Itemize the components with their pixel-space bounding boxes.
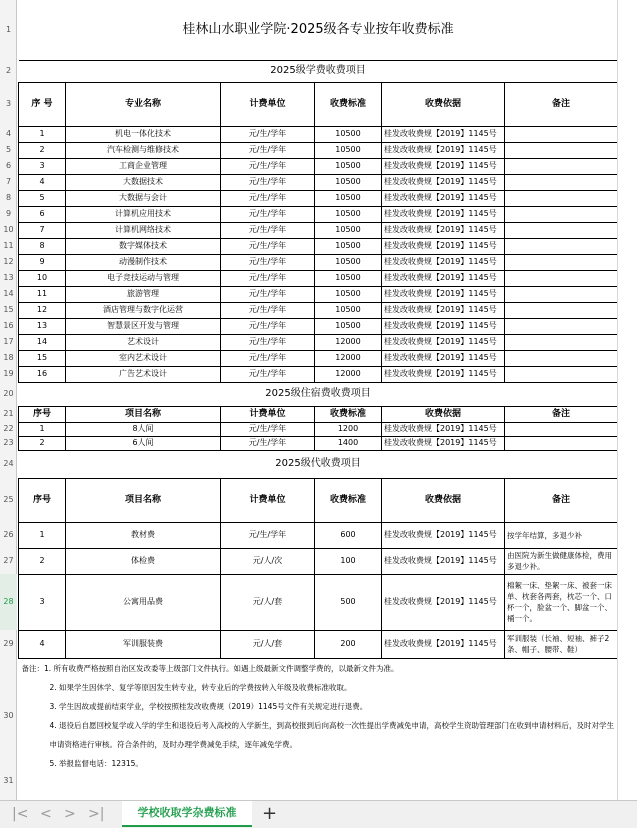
table-row bbox=[19, 190, 618, 206]
table-cell[interactable]: 1400 bbox=[315, 436, 382, 450]
table-cell[interactable]: 100 bbox=[315, 548, 382, 574]
table-cell[interactable] bbox=[505, 436, 618, 450]
table-cell[interactable]: 3 bbox=[19, 158, 66, 174]
table-cell[interactable] bbox=[505, 238, 618, 254]
table-row bbox=[19, 270, 618, 286]
table-cell[interactable]: 元/人/次 bbox=[221, 548, 315, 574]
notes-cell[interactable] bbox=[19, 658, 618, 773]
row-number[interactable]: 2 bbox=[5, 66, 12, 75]
table-cell[interactable]: 旅游管理 bbox=[66, 286, 221, 302]
table-row bbox=[19, 366, 618, 382]
row-number[interactable]: 16 bbox=[3, 321, 14, 330]
table-cell[interactable] bbox=[505, 366, 618, 382]
table-cell[interactable]: 12000 bbox=[315, 334, 382, 350]
table-cell[interactable]: 元/生/学年 bbox=[221, 174, 315, 190]
table-cell[interactable]: 按学年结算，多退少补 bbox=[505, 522, 618, 548]
table-cell[interactable] bbox=[505, 286, 618, 302]
note-line: 备注：1. 所有收费严格按照自治区发改委等上级部门文件执行。如遇上级最新文件调整学费的，以最新文件为准。 bbox=[21, 663, 399, 673]
table-row bbox=[19, 334, 618, 350]
next-sheet-icon[interactable]: > bbox=[64, 806, 76, 822]
table-row bbox=[19, 222, 618, 238]
table-cell[interactable]: 元/生/学年 bbox=[221, 158, 315, 174]
row-number[interactable]: 7 bbox=[5, 177, 12, 186]
row-number[interactable]: 1 bbox=[5, 25, 12, 34]
table-cell[interactable]: 12 bbox=[19, 302, 66, 318]
table-row bbox=[19, 630, 618, 658]
table-cell[interactable]: 桂发改收费规【2019】1145号 bbox=[382, 254, 505, 270]
table-row bbox=[19, 422, 618, 436]
table-cell[interactable]: 2 bbox=[19, 436, 66, 450]
table-row bbox=[19, 574, 618, 630]
row-number[interactable]: 23 bbox=[3, 438, 14, 447]
table-cell[interactable]: 棉絮一床、垫絮一床、被套一床单、枕套各两套，枕芯一个、口杯一个，脸盆一个、脚盆一个、桶一个。 bbox=[505, 574, 618, 630]
table-cell[interactable]: 13 bbox=[19, 318, 66, 334]
table-cell[interactable] bbox=[505, 174, 618, 190]
table-cell[interactable]: 元/生/学年 bbox=[221, 334, 315, 350]
table-row bbox=[19, 254, 618, 270]
table-cell[interactable]: 14 bbox=[19, 334, 66, 350]
table-cell[interactable]: 10500 bbox=[315, 158, 382, 174]
column-header[interactable]: 序 号 bbox=[19, 82, 66, 126]
table-cell[interactable]: 1 bbox=[19, 522, 66, 548]
table-cell[interactable]: 桂发改收费规【2019】1145号 bbox=[382, 548, 505, 574]
table-cell[interactable]: 艺术设计 bbox=[66, 334, 221, 350]
table-cell[interactable]: 元/生/学年 bbox=[221, 126, 315, 142]
table-cell[interactable]: 元/生/学年 bbox=[221, 206, 315, 222]
table-row bbox=[19, 522, 618, 548]
table-cell[interactable]: 数字媒体技术 bbox=[66, 238, 221, 254]
table-cell[interactable]: 8 bbox=[19, 238, 66, 254]
row-number[interactable]: 6 bbox=[5, 161, 12, 170]
prev-sheet-icon[interactable]: < bbox=[40, 806, 52, 822]
table-cell[interactable]: 元/生/学年 bbox=[221, 238, 315, 254]
row-number[interactable]: 29 bbox=[3, 639, 14, 648]
lodging-section-title[interactable]: 2025级住宿费收费项目 bbox=[19, 382, 618, 406]
table-cell[interactable]: 10500 bbox=[315, 222, 382, 238]
table-cell[interactable]: 军训服装（长袖、短袖、裤子2条、帽子、腰带、鞋） bbox=[505, 630, 618, 658]
row-number[interactable]: 9 bbox=[5, 209, 12, 218]
table-cell[interactable]: 公寓用品费 bbox=[66, 574, 221, 630]
table-cell[interactable]: 桂发改收费规【2019】1145号 bbox=[382, 436, 505, 450]
add-sheet-icon[interactable]: + bbox=[262, 803, 278, 824]
table-cell[interactable]: 4 bbox=[19, 630, 66, 658]
row-number[interactable]: 13 bbox=[3, 273, 14, 282]
table-cell[interactable]: 6人间 bbox=[66, 436, 221, 450]
table-row bbox=[19, 350, 618, 366]
empty-cell[interactable] bbox=[19, 773, 618, 789]
table-cell[interactable]: 大数据与会计 bbox=[66, 190, 221, 206]
column-header[interactable]: 计费单位 bbox=[221, 82, 315, 126]
row-header-column bbox=[0, 0, 17, 800]
table-cell[interactable] bbox=[505, 190, 618, 206]
note-line: 2. 如果学生因休学、复学等原因发生转专业，转专业后的学费按转入年级及收费标准收取。 bbox=[49, 682, 352, 692]
column-header[interactable]: 收费依据 bbox=[382, 406, 505, 422]
last-sheet-icon[interactable]: >| bbox=[88, 806, 105, 822]
table-cell[interactable]: 由医院为新生做健康体检，费用多退少补。 bbox=[505, 548, 618, 574]
column-header[interactable]: 收费标准 bbox=[315, 478, 382, 522]
table-cell[interactable]: 12000 bbox=[315, 350, 382, 366]
table-cell[interactable]: 6 bbox=[19, 206, 66, 222]
row-number[interactable]: 15 bbox=[3, 305, 14, 314]
table-cell[interactable]: 元/生/学年 bbox=[221, 190, 315, 206]
table-cell[interactable]: 10500 bbox=[315, 302, 382, 318]
column-header[interactable]: 收费依据 bbox=[382, 478, 505, 522]
table-cell[interactable]: 元/人/套 bbox=[221, 630, 315, 658]
table-cell[interactable]: 10500 bbox=[315, 142, 382, 158]
table-cell[interactable]: 桂发改收费规【2019】1145号 bbox=[382, 318, 505, 334]
table-cell[interactable]: 500 bbox=[315, 574, 382, 630]
table-cell[interactable]: 元/生/学年 bbox=[221, 286, 315, 302]
table-cell[interactable]: 16 bbox=[19, 366, 66, 382]
table-cell[interactable]: 桂发改收费规【2019】1145号 bbox=[382, 126, 505, 142]
row-number[interactable]: 17 bbox=[3, 337, 14, 346]
table-cell[interactable]: 机电一体化技术 bbox=[66, 126, 221, 142]
row-number[interactable]: 10 bbox=[3, 225, 14, 234]
row-number[interactable]: 27 bbox=[3, 556, 14, 565]
table-cell[interactable]: 元/生/学年 bbox=[221, 366, 315, 382]
table-cell[interactable] bbox=[505, 158, 618, 174]
column-edge bbox=[617, 0, 637, 800]
table-cell[interactable]: 桂发改收费规【2019】1145号 bbox=[382, 142, 505, 158]
table-cell[interactable]: 元/生/学年 bbox=[221, 222, 315, 238]
first-sheet-icon[interactable]: |< bbox=[12, 806, 29, 822]
column-header[interactable]: 备注 bbox=[505, 82, 618, 126]
table-cell[interactable]: 10 bbox=[19, 270, 66, 286]
table-cell[interactable]: 2 bbox=[19, 548, 66, 574]
table-cell[interactable]: 室内艺术设计 bbox=[66, 350, 221, 366]
table-cell[interactable]: 桂发改收费规【2019】1145号 bbox=[382, 270, 505, 286]
table-cell[interactable]: 11 bbox=[19, 286, 66, 302]
table-row bbox=[19, 318, 618, 334]
table-cell[interactable]: 桂发改收费规【2019】1145号 bbox=[382, 286, 505, 302]
table-cell[interactable]: 桂发改收费规【2019】1145号 bbox=[382, 158, 505, 174]
table-cell[interactable] bbox=[505, 422, 618, 436]
table-cell[interactable]: 工商企业管理 bbox=[66, 158, 221, 174]
table-row bbox=[19, 174, 618, 190]
table-row bbox=[19, 302, 618, 318]
table-cell[interactable]: 1 bbox=[19, 422, 66, 436]
table-cell[interactable]: 7 bbox=[19, 222, 66, 238]
column-header[interactable]: 计费单位 bbox=[221, 406, 315, 422]
table-cell[interactable]: 10500 bbox=[315, 238, 382, 254]
table-cell[interactable]: 动漫制作技术 bbox=[66, 254, 221, 270]
column-header[interactable]: 项目名称 bbox=[66, 478, 221, 522]
table-cell[interactable]: 9 bbox=[19, 254, 66, 270]
table-cell[interactable]: 广告艺术设计 bbox=[66, 366, 221, 382]
row-number[interactable]: 14 bbox=[3, 289, 14, 298]
table-cell[interactable]: 电子竞技运动与管理 bbox=[66, 270, 221, 286]
table-cell[interactable]: 3 bbox=[19, 574, 66, 630]
table-cell[interactable]: 大数据技术 bbox=[66, 174, 221, 190]
table-cell[interactable]: 5 bbox=[19, 190, 66, 206]
table-cell[interactable]: 元/生/学年 bbox=[221, 302, 315, 318]
table-cell[interactable] bbox=[505, 142, 618, 158]
table-cell[interactable]: 桂发改收费规【2019】1145号 bbox=[382, 350, 505, 366]
table-cell[interactable] bbox=[505, 350, 618, 366]
column-header[interactable]: 项目名称 bbox=[66, 406, 221, 422]
table-cell[interactable]: 桂发改收费规【2019】1145号 bbox=[382, 174, 505, 190]
row-number[interactable]: 31 bbox=[3, 776, 14, 785]
table-cell[interactable]: 元/生/学年 bbox=[221, 522, 315, 548]
table-cell[interactable] bbox=[505, 254, 618, 270]
column-header[interactable]: 计费单位 bbox=[221, 478, 315, 522]
table-cell[interactable]: 桂发改收费规【2019】1145号 bbox=[382, 334, 505, 350]
table-cell[interactable]: 计算机网络技术 bbox=[66, 222, 221, 238]
row-number[interactable]: 25 bbox=[3, 495, 14, 504]
column-header[interactable]: 备注 bbox=[505, 478, 618, 522]
table-cell[interactable]: 10500 bbox=[315, 174, 382, 190]
row-number[interactable]: 20 bbox=[3, 389, 14, 398]
table-cell[interactable]: 200 bbox=[315, 630, 382, 658]
sheet-title[interactable]: 桂林山水职业学院·2025级各专业按年收费标准 bbox=[19, 0, 618, 60]
row-number[interactable]: 4 bbox=[5, 129, 12, 138]
table-cell[interactable]: 计算机应用技术 bbox=[66, 206, 221, 222]
table-row bbox=[19, 548, 618, 574]
table-cell[interactable]: 8人间 bbox=[66, 422, 221, 436]
table-cell[interactable] bbox=[505, 206, 618, 222]
row-number[interactable]: 30 bbox=[3, 711, 14, 720]
table-cell[interactable]: 10500 bbox=[315, 318, 382, 334]
table-cell[interactable]: 15 bbox=[19, 350, 66, 366]
row-number[interactable]: 19 bbox=[3, 369, 14, 378]
spreadsheet-grid bbox=[18, 0, 617, 800]
table-cell[interactable]: 10500 bbox=[315, 254, 382, 270]
row-number[interactable]: 11 bbox=[3, 241, 14, 250]
table-cell[interactable]: 元/生/学年 bbox=[221, 318, 315, 334]
row-number[interactable]: 5 bbox=[5, 145, 12, 154]
note-line: 3. 学生因故或提前结束学业，学校按照桂发改收费规（2019）1145号文件有关规定进行退费。 bbox=[49, 701, 368, 711]
row-number[interactable]: 24 bbox=[3, 459, 14, 468]
table-cell[interactable]: 元/生/学年 bbox=[221, 254, 315, 270]
table-cell[interactable]: 体检费 bbox=[66, 548, 221, 574]
table-cell[interactable]: 酒店管理与数字化运营 bbox=[66, 302, 221, 318]
table-cell[interactable]: 汽车检测与维修技术 bbox=[66, 142, 221, 158]
table-cell[interactable] bbox=[505, 318, 618, 334]
tuition-section-title[interactable]: 2025级学费收费项目 bbox=[19, 60, 618, 82]
table-cell[interactable]: 1 bbox=[19, 126, 66, 142]
table-cell[interactable] bbox=[505, 302, 618, 318]
table-cell[interactable]: 桂发改收费规【2019】1145号 bbox=[382, 302, 505, 318]
table-cell[interactable]: 桂发改收费规【2019】1145号 bbox=[382, 522, 505, 548]
row-number[interactable]: 26 bbox=[3, 530, 14, 539]
table-cell[interactable]: 10500 bbox=[315, 270, 382, 286]
table-cell[interactable]: 桂发改收费规【2019】1145号 bbox=[382, 206, 505, 222]
table-cell[interactable]: 10500 bbox=[315, 126, 382, 142]
row-number[interactable]: 3 bbox=[5, 99, 12, 108]
table-cell[interactable]: 元/生/学年 bbox=[221, 270, 315, 286]
table-cell[interactable]: 桂发改收费规【2019】1145号 bbox=[382, 630, 505, 658]
table-cell[interactable]: 桂发改收费规【2019】1145号 bbox=[382, 190, 505, 206]
row-number[interactable]: 22 bbox=[3, 424, 14, 433]
table-cell[interactable]: 4 bbox=[19, 174, 66, 190]
column-header[interactable]: 收费标准 bbox=[315, 82, 382, 126]
row-number[interactable]: 28 bbox=[0, 574, 17, 630]
table-cell[interactable] bbox=[505, 334, 618, 350]
row-number[interactable]: 8 bbox=[5, 193, 12, 202]
sheet-tab-bar bbox=[0, 800, 637, 828]
table-row bbox=[19, 126, 618, 142]
agency-section-title[interactable]: 2025级代收费项目 bbox=[19, 450, 618, 478]
table-cell[interactable] bbox=[505, 126, 618, 142]
table-cell[interactable]: 桂发改收费规【2019】1145号 bbox=[382, 574, 505, 630]
column-header[interactable]: 备注 bbox=[505, 406, 618, 422]
table-cell[interactable]: 桂发改收费规【2019】1145号 bbox=[382, 222, 505, 238]
table-row bbox=[19, 286, 618, 302]
column-header[interactable]: 序号 bbox=[19, 406, 66, 422]
table-row bbox=[19, 436, 618, 450]
note-line: 4. 退役后自愿回校复学或入学的学生和退役后考入高校的入学新生，到高校报到后向高校一次性提出学费减免申请，高校学生资助管理部门在收到申请材料后，及时对学生申请资格进行审核。符合条件的，及时办理学费减免手续，逐年减免学费。 bbox=[49, 720, 615, 749]
row-number[interactable]: 21 bbox=[3, 409, 14, 418]
table-cell[interactable]: 教材费 bbox=[66, 522, 221, 548]
column-header[interactable]: 序号 bbox=[19, 478, 66, 522]
table-cell[interactable] bbox=[505, 270, 618, 286]
table-cell[interactable]: 桂发改收费规【2019】1145号 bbox=[382, 366, 505, 382]
column-header[interactable]: 收费标准 bbox=[315, 406, 382, 422]
table-cell[interactable]: 元/人/套 bbox=[221, 574, 315, 630]
table-cell[interactable]: 军训服装费 bbox=[66, 630, 221, 658]
table-cell[interactable]: 600 bbox=[315, 522, 382, 548]
table-cell[interactable]: 智慧景区开发与管理 bbox=[66, 318, 221, 334]
table-row bbox=[19, 142, 618, 158]
table-cell[interactable]: 元/生/学年 bbox=[221, 142, 315, 158]
table-cell[interactable]: 12000 bbox=[315, 366, 382, 382]
row-number[interactable]: 18 bbox=[3, 353, 14, 362]
table-cell[interactable]: 1200 bbox=[315, 422, 382, 436]
table-cell[interactable]: 桂发改收费规【2019】1145号 bbox=[382, 238, 505, 254]
table-cell[interactable]: 2 bbox=[19, 142, 66, 158]
table-row bbox=[19, 206, 618, 222]
row-number[interactable]: 12 bbox=[3, 257, 14, 266]
table-row bbox=[19, 158, 618, 174]
table-row bbox=[19, 238, 618, 254]
column-header[interactable]: 专业名称 bbox=[66, 82, 221, 126]
table-cell[interactable]: 10500 bbox=[315, 286, 382, 302]
table-cell[interactable]: 元/生/学年 bbox=[221, 422, 315, 436]
column-header[interactable]: 收费依据 bbox=[382, 82, 505, 126]
table-cell[interactable] bbox=[505, 222, 618, 238]
sheet-tab-active[interactable]: 学校收取学杂费标准 bbox=[122, 801, 252, 827]
table-cell[interactable]: 桂发改收费规【2019】1145号 bbox=[382, 422, 505, 436]
table-cell[interactable]: 10500 bbox=[315, 190, 382, 206]
note-line: 5. 举报监督电话：12315。 bbox=[49, 758, 143, 768]
table-cell[interactable]: 元/生/学年 bbox=[221, 436, 315, 450]
table-cell[interactable]: 10500 bbox=[315, 206, 382, 222]
table-cell[interactable]: 元/生/学年 bbox=[221, 350, 315, 366]
